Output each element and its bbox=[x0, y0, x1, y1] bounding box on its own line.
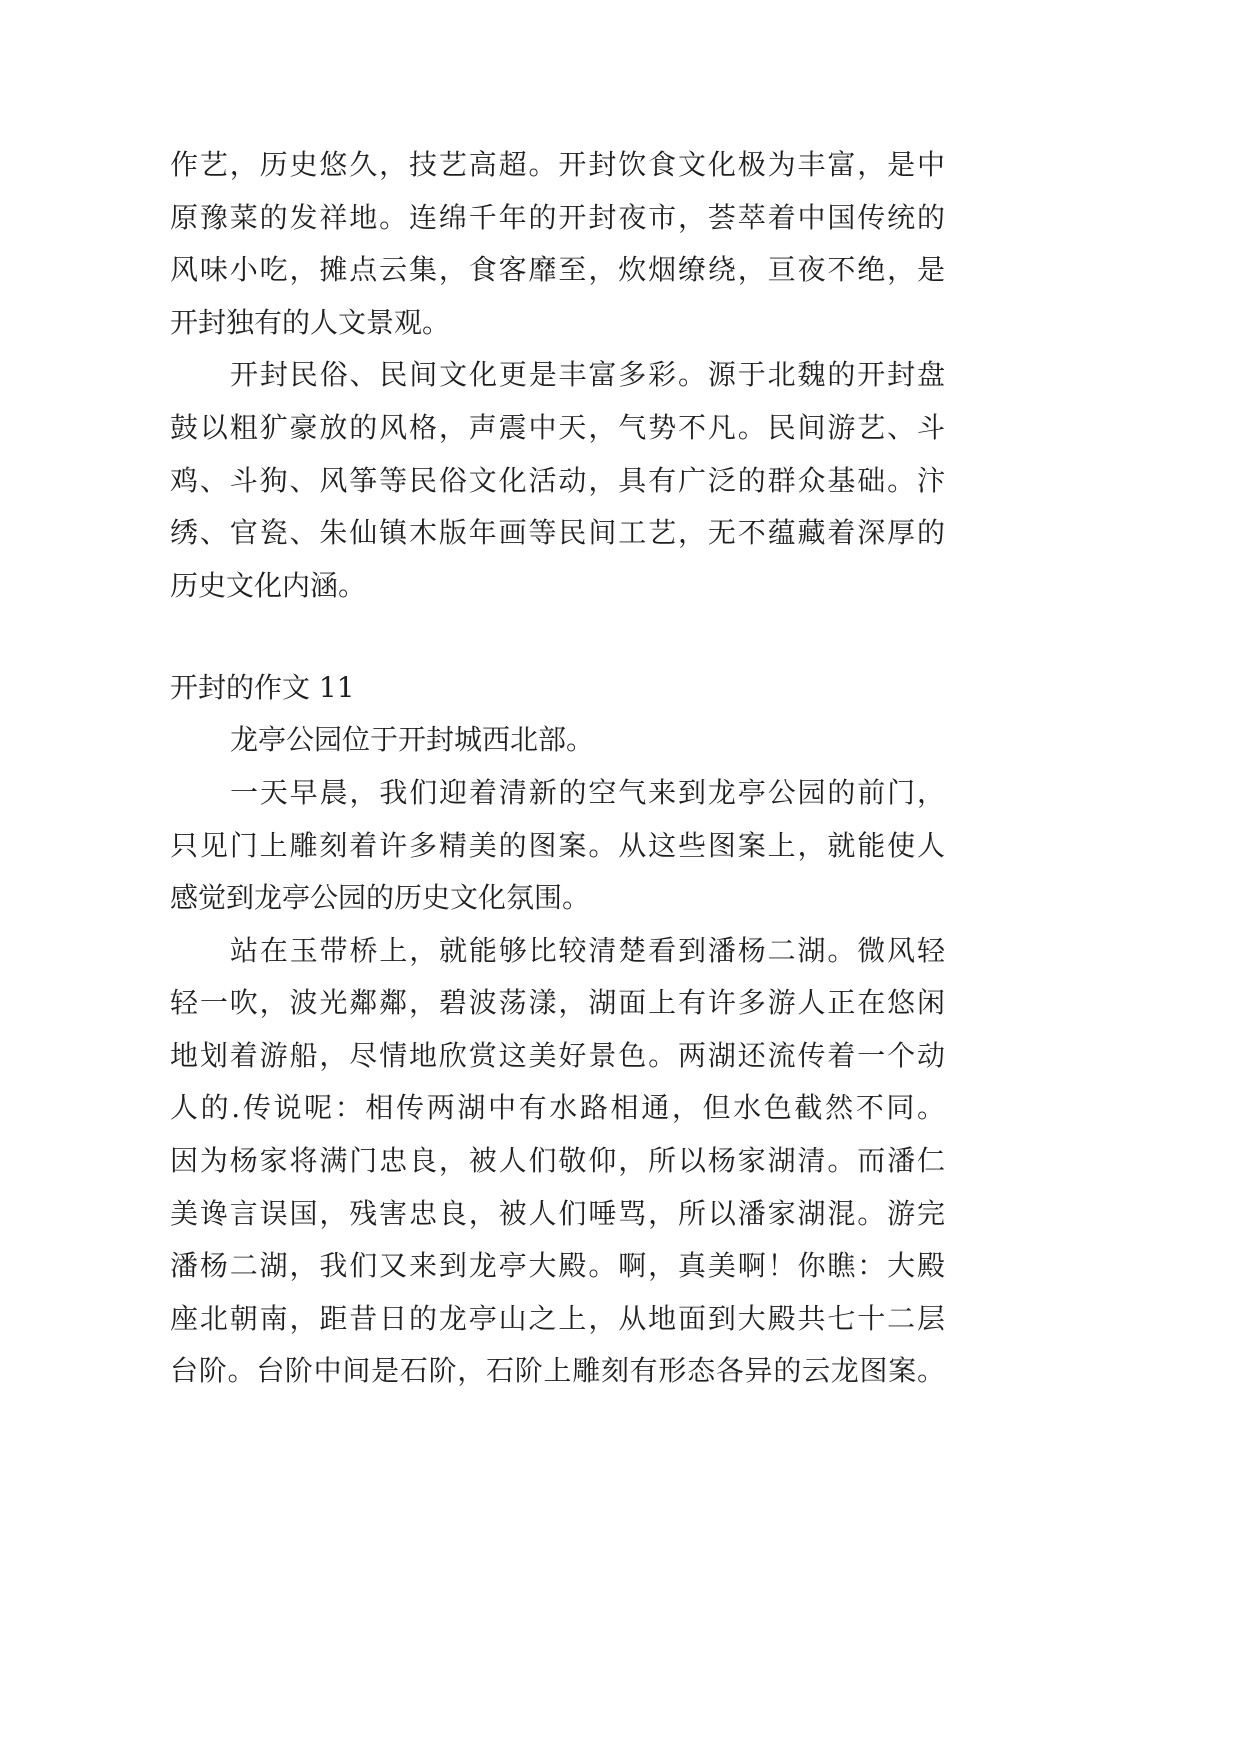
essay-section bbox=[170, 662, 945, 1398]
text-line: 一天早晨，我们迎着清新的空气来到龙亭公园的前门， bbox=[230, 775, 945, 809]
text-line: 龙亭公园位于开封城西北部。 bbox=[230, 723, 595, 757]
paragraph bbox=[170, 714, 945, 767]
paragraph bbox=[170, 925, 945, 1398]
text-line: 原豫菜的发祥地。连绵千年的开封夜市，荟萃着中国传统的 bbox=[170, 200, 945, 234]
text-line: 因为杨家将满门忠良，被人们敬仰，所以杨家湖清。而潘仁 bbox=[170, 1144, 945, 1178]
text-line: 开封民俗、民间文化更是丰富多彩。源于北魏的开封盘 bbox=[230, 358, 945, 392]
document-page bbox=[170, 139, 945, 1398]
paragraph bbox=[170, 139, 945, 349]
text-line: 感觉到龙亭公园的历史文化氛围。 bbox=[170, 881, 591, 915]
text-line: 风味小吃，摊点云集，食客靡至，炊烟缭绕，亘夜不绝，是 bbox=[170, 253, 945, 287]
continued-section bbox=[170, 139, 945, 612]
text-line: 作艺，历史悠久，技艺高超。开封饮食文化极为丰富，是中 bbox=[170, 148, 945, 181]
text-line: 轻一吹，波光鄰鄰，碧波荡漾，湖面上有许多游人正在悠闲 bbox=[170, 986, 945, 1020]
text-line: 绣、官瓷、朱仙镇木版年画等民间工艺，无不蕴藏着深厚的 bbox=[170, 516, 945, 550]
text-line: 历史文化内涵。 bbox=[170, 568, 367, 602]
text-line: 潘杨二湖，我们又来到龙亭大殿。啊，真美啊！你瞧：大殿 bbox=[170, 1249, 945, 1283]
essay-heading: 开封的作文 11 bbox=[170, 670, 355, 704]
text-line: 美谗言误国，残害忠良，被人们唾骂，所以潘家湖混。游完 bbox=[170, 1196, 945, 1230]
paragraph bbox=[170, 349, 945, 612]
paragraph bbox=[170, 767, 945, 925]
text-line: 站在玉带桥上，就能够比较清楚看到潘杨二湖。微风轻 bbox=[230, 933, 945, 967]
text-line: 座北朝南，距昔日的龙亭山之上，从地面到大殿共七十二层 bbox=[170, 1301, 945, 1335]
text-line: 人的.传说呢：相传两湖中有水路相通，但水色截然不同。 bbox=[170, 1091, 945, 1125]
text-line: 开封独有的人文景观。 bbox=[170, 305, 451, 339]
text-line: 只见门上雕刻着许多精美的图案。从这些图案上，就能使人 bbox=[170, 828, 945, 862]
text-line: 鸡、斗狗、风筝等民俗文化活动，具有广泛的群众基础。汴 bbox=[170, 463, 945, 497]
text-line: 地划着游船，尽情地欣赏这美好景色。两湖还流传着一个动 bbox=[170, 1038, 945, 1072]
text-line: 台阶。台阶中间是石阶，石阶上雕刻有形态各异的云龙图案。 bbox=[170, 1354, 945, 1388]
text-line: 鼓以粗犷豪放的风格，声震中天，气势不凡。民间游艺、斗 bbox=[170, 410, 945, 444]
